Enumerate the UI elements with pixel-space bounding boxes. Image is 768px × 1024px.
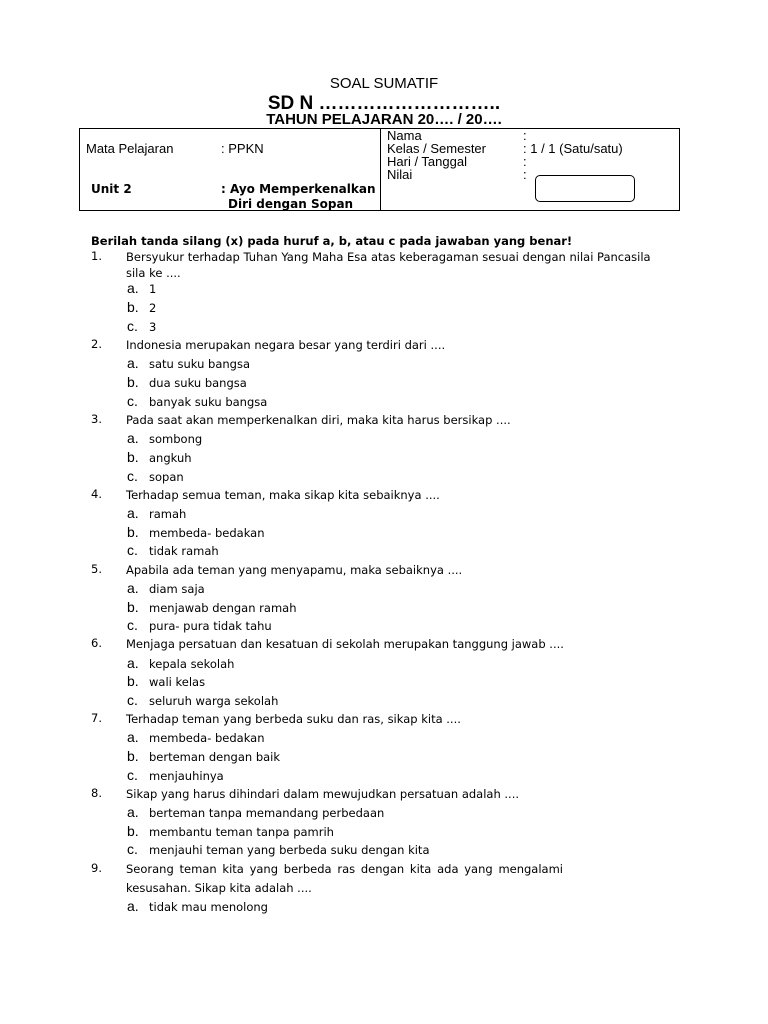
- option-text: pura- pura tidak tahu: [149, 619, 272, 633]
- question-number: 6.: [91, 636, 102, 650]
- option-letter: b.: [127, 524, 139, 540]
- option-c[interactable]: [127, 318, 156, 334]
- question-text: Sikap yang harus dihindari dalam mewujudkan persatuan adalah ....: [126, 787, 520, 801]
- option-letter: b.: [127, 673, 139, 689]
- option-c[interactable]: [127, 767, 224, 783]
- question-number: 4.: [91, 487, 102, 501]
- option-letter: b.: [127, 449, 139, 465]
- class-label: Kelas / Semester: [387, 141, 486, 156]
- score-box: [535, 175, 635, 202]
- option-text: membeda- bedakan: [149, 526, 265, 540]
- option-text: sopan: [149, 470, 184, 484]
- option-b[interactable]: [127, 449, 192, 465]
- day-label: Hari / Tanggal: [387, 154, 467, 169]
- option-letter: a.: [127, 580, 139, 596]
- option-text: menjauhinya: [149, 769, 224, 783]
- option-text: tidak ramah: [149, 544, 219, 558]
- option-text: berteman tanpa memandang perbedaan: [149, 806, 385, 820]
- option-a[interactable]: [127, 505, 186, 521]
- option-c[interactable]: [127, 617, 272, 633]
- option-a[interactable]: [127, 729, 265, 745]
- unit-label: Unit 2: [91, 182, 132, 196]
- option-a[interactable]: [127, 655, 234, 671]
- academic-year: TAHUN PELAJARAN 20…. / 20….: [266, 111, 502, 128]
- option-letter: a.: [127, 430, 139, 446]
- option-letter: c.: [127, 318, 138, 334]
- question-text: Apabila ada teman yang menyapamu, maka sebaiknya ....: [126, 563, 463, 577]
- option-c[interactable]: [127, 393, 267, 409]
- option-text: wali kelas: [149, 675, 206, 689]
- option-a[interactable]: [127, 804, 384, 820]
- name-value: :: [523, 128, 527, 143]
- option-a[interactable]: [127, 355, 250, 371]
- option-b[interactable]: [127, 673, 205, 689]
- option-letter: c.: [127, 841, 138, 857]
- option-c[interactable]: [127, 841, 430, 857]
- question-number: 7.: [91, 711, 102, 725]
- question-text: Pada saat akan memperkenalkan diri, maka kita harus bersikap ....: [126, 413, 511, 427]
- option-letter: a.: [127, 655, 139, 671]
- option-b[interactable]: [127, 748, 280, 764]
- option-text: menjauhi teman yang berbeda suku dengan kita: [149, 843, 430, 857]
- question-text: Terhadap semua teman, maka sikap kita sebaiknya ....: [126, 488, 440, 502]
- option-a[interactable]: [127, 580, 205, 596]
- option-letter: a.: [127, 729, 139, 745]
- instruction: Berilah tanda silang (x) pada huruf a, b, atau c pada jawaban yang benar!: [91, 234, 573, 248]
- option-b[interactable]: [127, 524, 265, 540]
- question-number: 8.: [91, 786, 102, 800]
- option-text: sombong: [149, 432, 203, 446]
- question-text: Terhadap teman yang berbeda suku dan ras, sikap kita ....: [126, 712, 461, 726]
- option-letter: b.: [127, 299, 139, 315]
- option-letter: a.: [127, 898, 139, 914]
- option-letter: b.: [127, 374, 139, 390]
- option-letter: c.: [127, 617, 138, 633]
- option-letter: c.: [127, 393, 138, 409]
- unit-value-line2: Diri dengan Sopan: [228, 197, 354, 211]
- option-text: 1: [149, 282, 157, 296]
- option-letter: b.: [127, 748, 139, 764]
- option-text: tidak mau menolong: [149, 900, 268, 914]
- option-text: seluruh warga sekolah: [149, 694, 279, 708]
- name-label: Nama: [387, 128, 422, 143]
- option-text: menjawab dengan ramah: [149, 601, 297, 615]
- option-letter: c.: [127, 468, 138, 484]
- option-text: membantu teman tanpa pamrih: [149, 825, 334, 839]
- option-b[interactable]: [127, 823, 334, 839]
- question-text: Indonesia merupakan negara besar yang terdiri dari ....: [126, 338, 446, 352]
- option-letter: a.: [127, 804, 139, 820]
- question-number: 5.: [91, 562, 102, 576]
- option-text: 2: [149, 301, 157, 315]
- question-text: Bersyukur terhadap Tuhan Yang Maha Esa atas keberagaman sesuai dengan nilai Pancasila sila ke ....: [126, 250, 651, 280]
- option-a[interactable]: [127, 430, 202, 446]
- option-text: diam saja: [149, 582, 205, 596]
- question-text: Menjaga persatuan dan kesatuan di sekolah merupakan tanggung jawab ....: [126, 637, 564, 651]
- option-text: kepala sekolah: [149, 657, 235, 671]
- subject-label: Mata Pelajaran: [86, 141, 174, 156]
- subject-value: : PPKN: [221, 141, 264, 156]
- option-letter: c.: [127, 692, 138, 708]
- question-text-line2: kesusahan. Sikap kita adalah ....: [126, 881, 312, 895]
- option-c[interactable]: [127, 542, 219, 558]
- question-number: 9.: [91, 861, 102, 875]
- option-letter: c.: [127, 767, 138, 783]
- question-number: 1.: [91, 249, 102, 263]
- option-c[interactable]: [127, 468, 184, 484]
- option-a[interactable]: [127, 280, 156, 296]
- day-value: :: [523, 154, 527, 169]
- unit-value-line1: : Ayo Memperkenalkan: [221, 182, 376, 196]
- option-c[interactable]: [127, 692, 278, 708]
- info-table: [79, 128, 680, 211]
- question-number: 3.: [91, 412, 102, 426]
- option-b[interactable]: [127, 599, 296, 615]
- option-letter: b.: [127, 823, 139, 839]
- table-divider: [380, 129, 381, 210]
- class-value: : 1 / 1 (Satu/satu): [523, 141, 623, 156]
- question-number: 2.: [91, 337, 102, 351]
- option-text: berteman dengan baik: [149, 750, 281, 764]
- option-letter: a.: [127, 280, 139, 296]
- question-text-line1: Seorang teman kita yang berbeda ras dengan kita ada yang mengalami: [126, 862, 563, 876]
- score-label: Nilai: [387, 167, 413, 182]
- option-text: ramah: [149, 507, 187, 521]
- score-value: :: [523, 167, 527, 182]
- document-title: SOAL SUMATIF: [329, 75, 439, 92]
- option-a[interactable]: [127, 898, 268, 914]
- option-text: banyak suku bangsa: [149, 395, 268, 409]
- option-text: satu suku bangsa: [149, 357, 250, 371]
- option-text: dua suku bangsa: [149, 376, 247, 390]
- option-letter: a.: [127, 355, 139, 371]
- option-text: angkuh: [149, 451, 192, 465]
- option-letter: a.: [127, 505, 139, 521]
- option-text: 3: [149, 320, 157, 334]
- option-letter: c.: [127, 542, 138, 558]
- school-name: SD N ………………………..: [267, 93, 501, 114]
- option-b[interactable]: [127, 374, 247, 390]
- option-text: membeda- bedakan: [149, 731, 265, 745]
- option-letter: b.: [127, 599, 139, 615]
- option-b[interactable]: [127, 299, 156, 315]
